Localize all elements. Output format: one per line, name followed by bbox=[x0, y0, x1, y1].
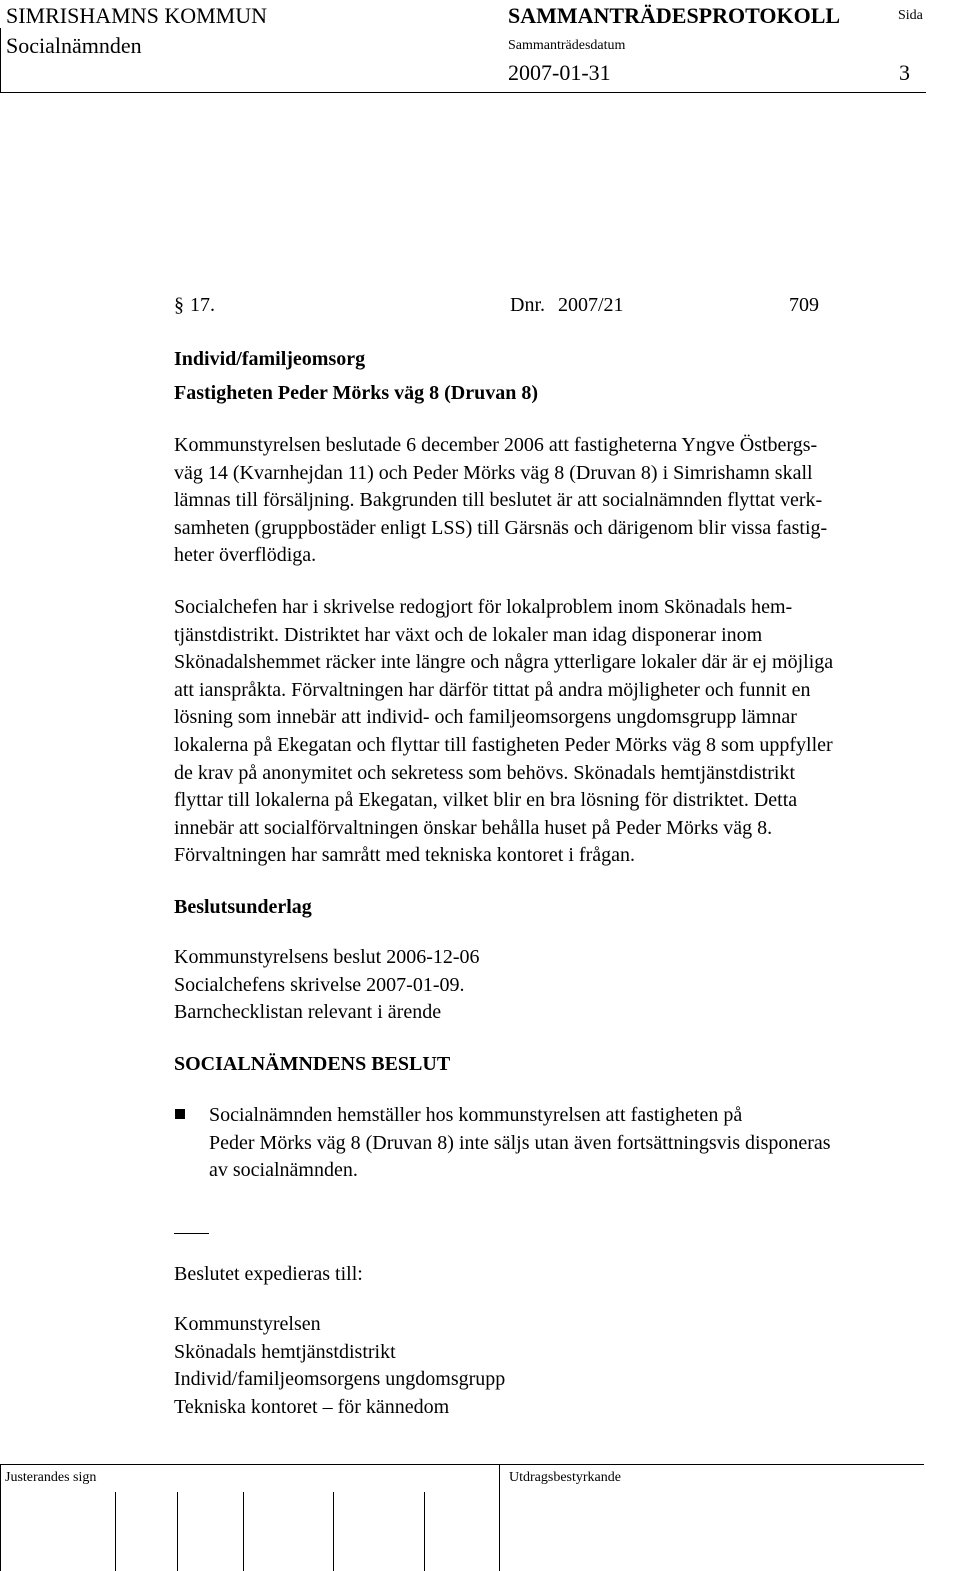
paragraph-local-problem bbox=[174, 594, 960, 870]
extract-certification-label: Utdragsbestyrkande bbox=[509, 1470, 621, 1485]
basis-list bbox=[174, 944, 960, 1027]
signature-box-line bbox=[333, 1492, 334, 1571]
text-line: Förvaltningen har samrått med tekniska kontoret i frågan. bbox=[174, 844, 635, 867]
text-line: tjänstdistrikt. Distriktet har växt och de lokaler man idag disponerar inom bbox=[174, 623, 763, 646]
text-line: Peder Mörks väg 8 (Druvan 8) inte säljs utan även fortsättningsvis disponeras bbox=[209, 1131, 831, 1154]
text-line: flyttar till lokalerna på Ekegatan, vilket blir en bra lösning för distriktet. Detta bbox=[174, 789, 798, 812]
text-line: lokalerna på Ekegatan och flyttar till fastigheten Peder Mörks väg 8 som uppfyller bbox=[174, 733, 833, 756]
basis-heading: Beslutsunderlag bbox=[174, 896, 312, 918]
dnr-number: 2007/21 bbox=[558, 294, 624, 316]
signature-box-line bbox=[424, 1492, 425, 1571]
case-heading-category: Individ/familjeomsorg bbox=[174, 348, 366, 370]
list-item: Skönadals hemtjänstdistrikt bbox=[174, 1340, 396, 1363]
sent-to-label: Beslutet expedieras till: bbox=[174, 1263, 363, 1285]
case-heading-property: Fastigheten Peder Mörks väg 8 (Druvan 8) bbox=[174, 382, 539, 404]
paragraph-sale-decision bbox=[174, 432, 960, 570]
text-line: Kommunstyrelsen beslutade 6 december 2006 att fastigheterna Yngve Östbergs- bbox=[174, 434, 818, 456]
page-label: Sida bbox=[898, 8, 923, 23]
text-line: samheten (gruppbostäder enligt LSS) till Gärsnäs och därigenom blir vissa fastig- bbox=[174, 516, 828, 539]
decision-text bbox=[209, 1102, 831, 1185]
footer-divider bbox=[499, 1464, 500, 1571]
text-line: Skönadalshemmet räcker inte längre och några ytterligare lokaler där är ej möjliga bbox=[174, 651, 834, 674]
municipality-name: SIMRISHAMNS KOMMUN bbox=[6, 3, 267, 28]
header-rule bbox=[0, 92, 926, 93]
list-item: Kommunstyrelsen bbox=[174, 1313, 321, 1335]
document-type: SAMMANTRÄDESPROTOKOLL bbox=[508, 3, 841, 28]
short-separator bbox=[174, 1233, 209, 1234]
signature-box-line bbox=[243, 1492, 244, 1571]
signature-box-line bbox=[115, 1492, 116, 1571]
list-item: Barnchecklistan relevant i ärende bbox=[174, 1001, 442, 1024]
text-line: lämnas till försäljning. Bakgrunden till beslutet är att socialnämnden flyttat verk- bbox=[174, 489, 823, 512]
text-line: de krav på anonymitet och sekretess som behövs. Skönadals hemtjänstdistrikt bbox=[174, 761, 795, 784]
page-number: 3 bbox=[899, 60, 910, 85]
section-number: 17. bbox=[190, 294, 215, 316]
signature-box-line bbox=[177, 1492, 178, 1571]
text-line: väg 14 (Kvarnhejdan 11) och Peder Mörks väg 8 (Druvan 8) i Simrishamn skall bbox=[174, 461, 813, 484]
text-line: lösning som innebär att individ- och familjeomsorgens ungdomsgrupp lämnar bbox=[174, 706, 797, 729]
dnr-label: Dnr. bbox=[510, 294, 545, 316]
list-item: Socialchefens skrivelse 2007-01-09. bbox=[174, 973, 465, 996]
text-line: av socialnämnden. bbox=[209, 1159, 358, 1182]
section-symbol: § bbox=[174, 294, 184, 316]
list-item: Kommunstyrelsens beslut 2006-12-06 bbox=[174, 946, 480, 968]
committee-name: Socialnämnden bbox=[6, 33, 142, 58]
footer-rule bbox=[0, 1464, 924, 1465]
square-bullet-icon bbox=[175, 1109, 185, 1119]
decision-heading: SOCIALNÄMNDENS BESLUT bbox=[174, 1053, 451, 1075]
list-item: Individ/familjeomsorgens ungdomsgrupp bbox=[174, 1368, 506, 1391]
text-line: Socialchefen har i skrivelse redogjort för lokalproblem inom Skönadals hem- bbox=[174, 596, 793, 618]
list-item: Tekniska kontoret – för kännedom bbox=[174, 1395, 450, 1418]
date-label: Sammanträdesdatum bbox=[508, 38, 626, 53]
recipient-list bbox=[174, 1311, 960, 1421]
adjuster-sign-label: Justerandes sign bbox=[5, 1470, 97, 1485]
header-left-border bbox=[0, 28, 1, 92]
text-line: Socialnämnden hemställer hos kommunstyrelsen att fastigheten på bbox=[209, 1104, 743, 1126]
text-line: heter överflödiga. bbox=[174, 544, 317, 567]
case-code: 709 bbox=[789, 294, 819, 316]
meeting-date: 2007-01-31 bbox=[508, 60, 611, 85]
text-line: innebär att socialförvaltningen önskar behålla huset på Peder Mörks väg 8. bbox=[174, 816, 773, 839]
text-line: att ianspråkta. Förvaltningen har därför tittat på andra möjligheter och funnit en bbox=[174, 678, 811, 701]
footer-left-border bbox=[0, 1464, 1, 1571]
